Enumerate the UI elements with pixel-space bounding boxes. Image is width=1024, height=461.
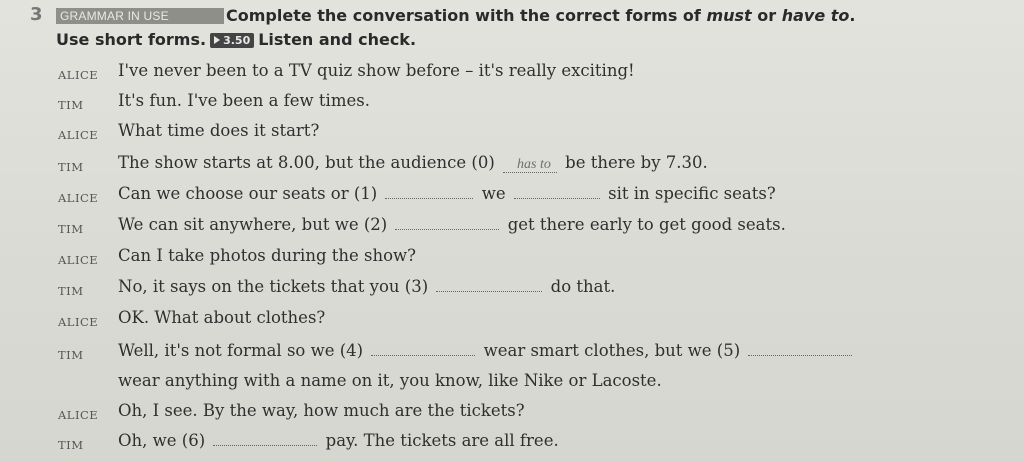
exercise-number: 3 (30, 4, 43, 25)
answer-gap-2[interactable] (395, 215, 499, 230)
speaker-label: TIM (58, 98, 84, 112)
line-text: It's fun. I've been a few times. (118, 91, 370, 110)
dialogue-line (0, 183, 1024, 213)
instruction-or: or (751, 6, 782, 25)
speaker-label: TIM (58, 222, 84, 236)
line-text (118, 277, 615, 296)
speaker-label: ALICE (58, 68, 99, 82)
line-text-part: Oh, we (6) (118, 431, 211, 450)
audio-track-number: 3.50 (223, 34, 251, 47)
instruction-have-to: have to (781, 6, 850, 25)
dialogue-line (0, 307, 1024, 337)
line-text (118, 341, 855, 360)
dialogue-line-continued (0, 370, 1024, 400)
line-text: I've never been to a TV quiz show before – it's really exciting! (118, 61, 635, 80)
speaker-label: TIM (58, 438, 84, 452)
answer-gap-4[interactable] (371, 341, 475, 356)
audio-track-badge[interactable] (210, 33, 254, 48)
instruction-end: . (849, 6, 856, 25)
speaker-label: TIM (58, 284, 84, 298)
answer-gap-3[interactable] (436, 277, 542, 292)
dialogue-line (0, 245, 1024, 275)
dialogue-line (0, 60, 1024, 90)
example-answer-0: has to (503, 158, 557, 173)
speaker-label: TIM (58, 160, 84, 174)
speaker-label: ALICE (58, 408, 99, 422)
play-icon (214, 36, 220, 44)
line-text-part: do that. (545, 277, 616, 296)
speaker-label: ALICE (58, 253, 99, 267)
dialogue-line (0, 214, 1024, 244)
line-text-part: get there early to get good seats. (502, 215, 786, 234)
dialogue-line (0, 120, 1024, 150)
speaker-label: ALICE (58, 191, 99, 205)
answer-gap-6[interactable] (213, 431, 317, 446)
answer-gap-5[interactable] (748, 341, 852, 356)
line-text (118, 184, 776, 203)
answer-gap-1b[interactable] (514, 184, 600, 199)
line-text (118, 215, 786, 234)
line-text: wear anything with a name on it, you know, like Nike or Lacoste. (118, 371, 662, 390)
line-text-part: wear smart clothes, but we (5) (478, 341, 746, 360)
answer-gap-1a[interactable] (385, 184, 473, 199)
line-text-part: Well, it's not formal so we (4) (118, 341, 369, 360)
line-text-part: sit in specific seats? (602, 184, 776, 203)
dialogue-line (0, 90, 1024, 120)
line-text-part: be there by 7.30. (559, 153, 708, 172)
instruction-listen: Listen and check. (258, 30, 417, 49)
line-text (118, 153, 708, 173)
line-text (118, 431, 559, 450)
line-text-part: The show starts at 8.00, but the audience (0) (118, 153, 501, 172)
instruction-line-2 (56, 30, 416, 49)
speaker-label: ALICE (58, 128, 99, 142)
line-text-part: we (476, 184, 511, 203)
dialogue-line (0, 152, 1024, 182)
dialogue-line (0, 400, 1024, 430)
dialogue-line (0, 276, 1024, 306)
line-text-part: We can sit anywhere, but we (2) (118, 215, 393, 234)
dialogue-line (0, 430, 1024, 460)
dialogue-line (0, 340, 1024, 370)
line-text-part: No, it says on the tickets that you (3) (118, 277, 434, 296)
speaker-label: TIM (58, 348, 84, 362)
instruction-short-forms: Use short forms. (56, 30, 207, 49)
line-text: Oh, I see. By the way, how much are the tickets? (118, 401, 525, 420)
instruction-line-1 (226, 6, 855, 25)
line-text: Can I take photos during the show? (118, 246, 417, 265)
line-text-part: pay. The tickets are all free. (320, 431, 559, 450)
instruction-must: must (706, 6, 752, 25)
line-text-part: Can we choose our seats or (1) (118, 184, 383, 203)
speaker-label: ALICE (58, 315, 99, 329)
line-text: What time does it start? (118, 121, 320, 140)
section-tag: GRAMMAR IN USE (56, 8, 224, 24)
line-text: OK. What about clothes? (118, 308, 326, 327)
instruction-text: Complete the conversation with the correct forms of (226, 6, 707, 25)
